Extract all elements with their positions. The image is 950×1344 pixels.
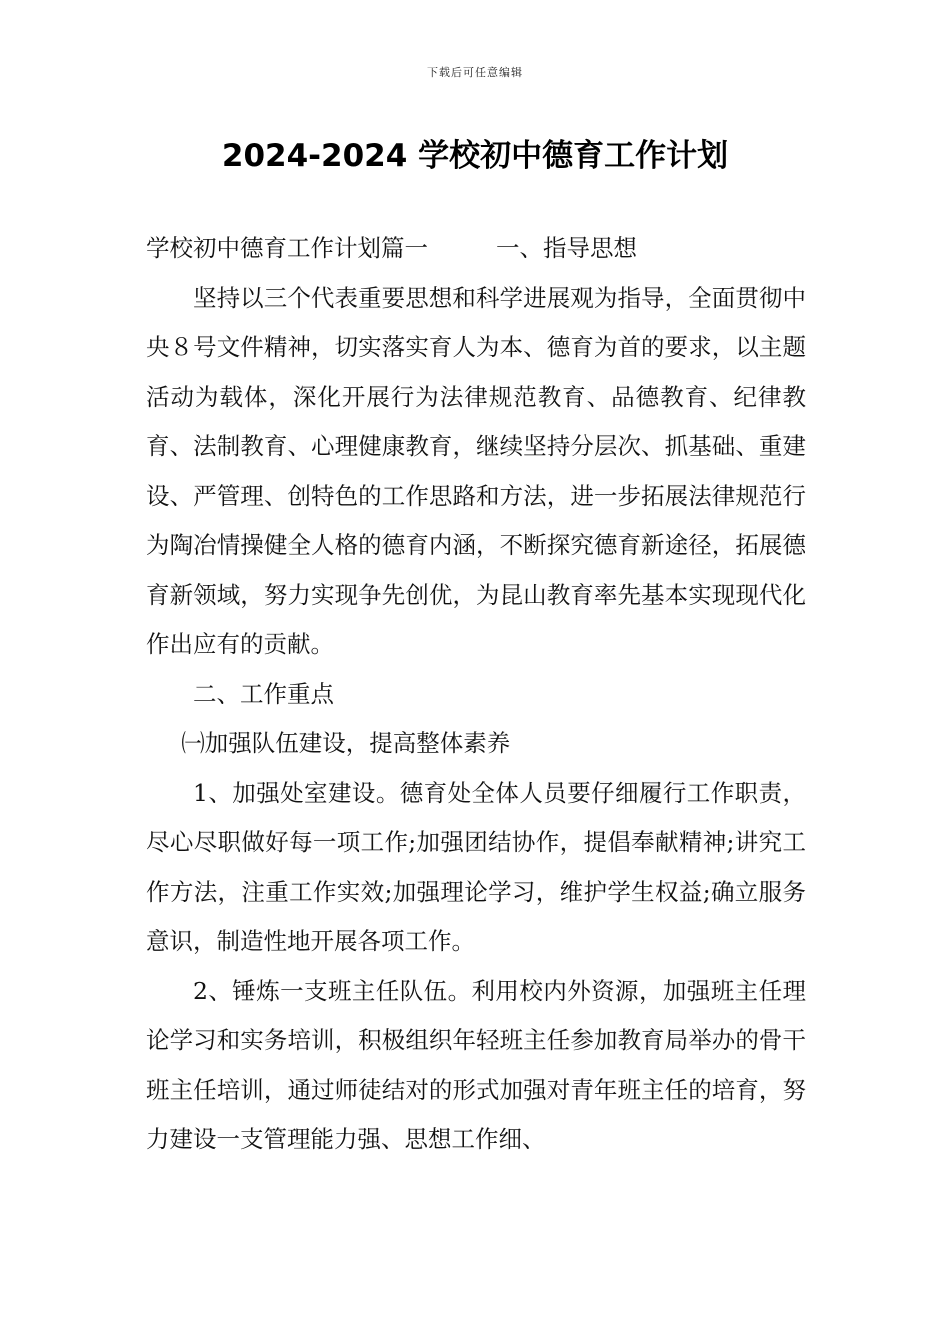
- intro-gap: [428, 224, 496, 274]
- sub1-heading: ㈠加强队伍建设，提高整体素养: [181, 729, 511, 757]
- header-note: 下载后可任意编辑: [427, 66, 523, 79]
- guiding-paragraph: 坚持以三个代表重要思想和科学进展观为指导，全面贯彻中央８号文件精神，切实落实育人为本、德育为首的要求，以主题活动为载体，深化开展行为法律规范教育、品德教育、纪律教育、法制教育、心理健康教育，继续坚持分层次、抓基础、重建设、严管理、创特色的工作思路和方法，进一步拓展法律规范行为陶冶情操健全人格的德育内涵，不断探究德育新途径，拓展德育新领域，努力实现争先创优，为昆山教育率先基本实现现代化作出应有的贡献。: [146, 283, 806, 658]
- intro-line: [146, 224, 806, 274]
- section1-heading: 一、指导思想: [496, 234, 637, 262]
- intro-label: 学校初中德育工作计划篇一: [146, 234, 428, 262]
- section2-heading: 二、工作重点: [193, 679, 334, 708]
- document-body: [146, 224, 806, 1165]
- document-title: 2024-2024 学校初中德育工作计划: [221, 138, 729, 174]
- item2-paragraph: 2、锤炼一支班主任队伍。利用校内外资源，加强班主任理论学习和实务培训，积极组织年轻班主任参加教育局举办的骨干班主任培训，通过师徒结对的形式加强对青年班主任的培育，努力建设一支管理能力强、思想工作细、: [146, 976, 806, 1153]
- item1-paragraph: 1、加强处室建设。德育处全体人员要仔细履行工作职责，尽心尽职做好每一项工作;加强团结协作，提倡奉献精神;讲究工作方法，注重工作实效;加强理论学习，维护学生权益;确立服务意识，制造性地开展各项工作。: [146, 778, 806, 955]
